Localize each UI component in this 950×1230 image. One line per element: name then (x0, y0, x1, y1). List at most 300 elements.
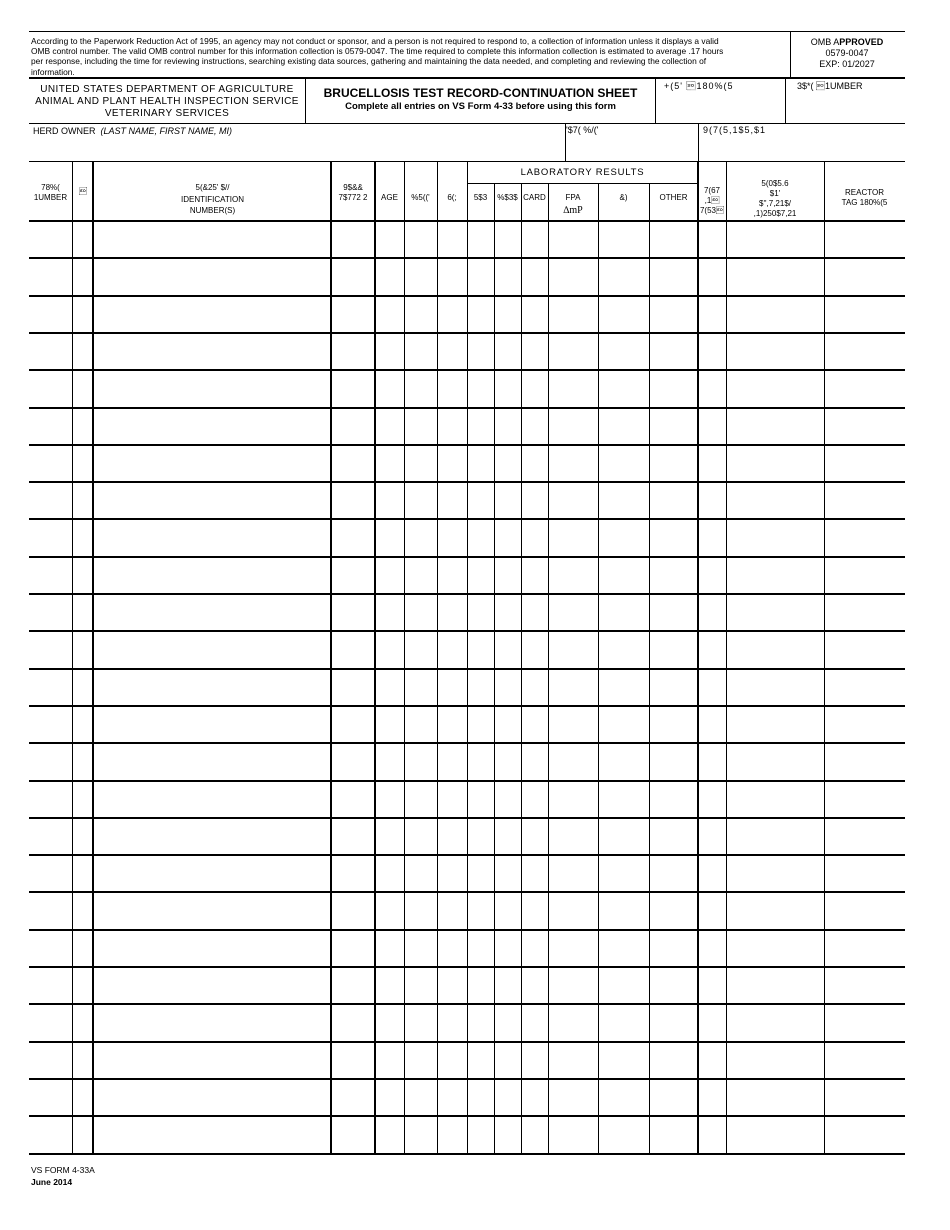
table-cell-record-id[interactable] (94, 334, 330, 368)
table-cell-remarks[interactable] (727, 520, 823, 555)
table-cell-bapa[interactable] (495, 670, 520, 704)
table-cell-reactor-tag[interactable] (825, 782, 904, 816)
table-cell-bapa[interactable] (495, 968, 520, 1002)
table-cell-reactor-tag[interactable] (825, 1043, 904, 1077)
table-cell-card[interactable] (522, 1080, 547, 1114)
table-cell-check[interactable] (73, 520, 92, 555)
table-cell-record-id[interactable] (94, 856, 330, 890)
table-cell-sex[interactable] (438, 1005, 466, 1040)
table-cell-breed[interactable] (405, 931, 436, 965)
table-cell-sex[interactable] (438, 819, 466, 853)
table-cell-age[interactable] (376, 931, 403, 965)
table-cell-fpa[interactable] (549, 968, 597, 1002)
table-cell-cf[interactable] (599, 670, 648, 704)
table-cell-tube-number[interactable] (30, 1117, 71, 1152)
table-cell-record-id[interactable] (94, 632, 330, 667)
table-cell-reactor-tag[interactable] (825, 409, 904, 443)
table-cell-age[interactable] (376, 856, 403, 890)
table-cell-remarks[interactable] (727, 1080, 823, 1114)
table-cell-reactor-tag[interactable] (825, 1117, 904, 1152)
table-cell-fpa[interactable] (549, 334, 597, 368)
table-cell-other[interactable] (650, 707, 697, 741)
table-cell-other[interactable] (650, 1043, 697, 1077)
table-cell-rap[interactable] (468, 334, 493, 368)
table-cell-rap[interactable] (468, 1080, 493, 1114)
table-cell-fpa[interactable] (549, 856, 597, 890)
table-cell-bapa[interactable] (495, 1043, 520, 1077)
table-cell-other[interactable] (650, 1005, 697, 1040)
table-cell-remarks[interactable] (727, 334, 823, 368)
table-cell-bapa[interactable] (495, 893, 520, 928)
table-cell-fpa[interactable] (549, 1005, 597, 1040)
table-cell-age[interactable] (376, 371, 403, 406)
table-cell-record-id[interactable] (94, 409, 330, 443)
table-cell-check[interactable] (73, 819, 92, 853)
table-cell-rap[interactable] (468, 259, 493, 294)
table-cell-vacc-status[interactable] (332, 1005, 374, 1040)
table-cell-other[interactable] (650, 222, 697, 256)
table-cell-age[interactable] (376, 1117, 403, 1152)
table-cell-vacc-status[interactable] (332, 1043, 374, 1077)
table-cell-remarks[interactable] (727, 1005, 823, 1040)
table-cell-bapa[interactable] (495, 520, 520, 555)
table-cell-check[interactable] (73, 259, 92, 294)
table-cell-test-interp[interactable] (699, 334, 725, 368)
table-cell-fpa[interactable] (549, 707, 597, 741)
table-cell-age[interactable] (376, 297, 403, 331)
table-cell-record-id[interactable] (94, 595, 330, 629)
table-cell-check[interactable] (73, 782, 92, 816)
table-cell-card[interactable] (522, 483, 547, 517)
table-cell-record-id[interactable] (94, 670, 330, 704)
table-cell-fpa[interactable] (549, 446, 597, 480)
table-cell-bapa[interactable] (495, 1117, 520, 1152)
table-cell-other[interactable] (650, 259, 697, 294)
table-cell-record-id[interactable] (94, 1080, 330, 1114)
table-cell-breed[interactable] (405, 1043, 436, 1077)
table-cell-other[interactable] (650, 968, 697, 1002)
table-cell-rap[interactable] (468, 707, 493, 741)
table-cell-rap[interactable] (468, 1005, 493, 1040)
table-cell-rap[interactable] (468, 782, 493, 816)
table-cell-breed[interactable] (405, 595, 436, 629)
table-cell-check[interactable] (73, 856, 92, 890)
table-cell-cf[interactable] (599, 371, 648, 406)
herd-number-field[interactable] (656, 93, 785, 122)
table-cell-reactor-tag[interactable] (825, 632, 904, 667)
table-cell-cf[interactable] (599, 446, 648, 480)
table-cell-reactor-tag[interactable] (825, 334, 904, 368)
table-cell-reactor-tag[interactable] (825, 856, 904, 890)
table-cell-reactor-tag[interactable] (825, 520, 904, 555)
table-cell-other[interactable] (650, 409, 697, 443)
table-cell-card[interactable] (522, 819, 547, 853)
table-cell-reactor-tag[interactable] (825, 483, 904, 517)
table-cell-record-id[interactable] (94, 819, 330, 853)
table-cell-record-id[interactable] (94, 782, 330, 816)
table-cell-bapa[interactable] (495, 856, 520, 890)
table-cell-test-interp[interactable] (699, 632, 725, 667)
table-cell-rap[interactable] (468, 446, 493, 480)
table-cell-card[interactable] (522, 1117, 547, 1152)
table-cell-record-id[interactable] (94, 1117, 330, 1152)
table-cell-card[interactable] (522, 968, 547, 1002)
table-cell-reactor-tag[interactable] (825, 931, 904, 965)
table-cell-record-id[interactable] (94, 968, 330, 1002)
table-cell-other[interactable] (650, 371, 697, 406)
table-cell-other[interactable] (650, 483, 697, 517)
table-cell-age[interactable] (376, 632, 403, 667)
table-cell-remarks[interactable] (727, 632, 823, 667)
table-cell-sex[interactable] (438, 409, 466, 443)
table-cell-test-interp[interactable] (699, 1005, 725, 1040)
table-cell-tube-number[interactable] (30, 707, 71, 741)
table-cell-vacc-status[interactable] (332, 1080, 374, 1114)
table-cell-vacc-status[interactable] (332, 222, 374, 256)
table-cell-other[interactable] (650, 632, 697, 667)
table-cell-rap[interactable] (468, 595, 493, 629)
table-cell-age[interactable] (376, 968, 403, 1002)
table-cell-card[interactable] (522, 446, 547, 480)
table-cell-remarks[interactable] (727, 1043, 823, 1077)
table-cell-vacc-status[interactable] (332, 558, 374, 592)
table-cell-rap[interactable] (468, 744, 493, 779)
table-cell-breed[interactable] (405, 334, 436, 368)
table-cell-vacc-status[interactable] (332, 259, 374, 294)
table-cell-sex[interactable] (438, 483, 466, 517)
table-cell-breed[interactable] (405, 1080, 436, 1114)
table-cell-age[interactable] (376, 334, 403, 368)
table-cell-check[interactable] (73, 409, 92, 443)
table-cell-other[interactable] (650, 819, 697, 853)
table-cell-record-id[interactable] (94, 222, 330, 256)
table-cell-other[interactable] (650, 520, 697, 555)
table-cell-age[interactable] (376, 1005, 403, 1040)
table-cell-sex[interactable] (438, 259, 466, 294)
table-cell-card[interactable] (522, 1005, 547, 1040)
table-cell-record-id[interactable] (94, 1043, 330, 1077)
table-cell-sex[interactable] (438, 968, 466, 1002)
table-cell-cf[interactable] (599, 968, 648, 1002)
table-cell-other[interactable] (650, 334, 697, 368)
table-cell-other[interactable] (650, 931, 697, 965)
table-cell-vacc-status[interactable] (332, 371, 374, 406)
table-cell-cf[interactable] (599, 893, 648, 928)
table-cell-tube-number[interactable] (30, 595, 71, 629)
table-cell-sex[interactable] (438, 297, 466, 331)
table-cell-rap[interactable] (468, 222, 493, 256)
table-cell-rap[interactable] (468, 558, 493, 592)
table-cell-remarks[interactable] (727, 371, 823, 406)
table-cell-other[interactable] (650, 893, 697, 928)
table-cell-breed[interactable] (405, 520, 436, 555)
table-cell-breed[interactable] (405, 371, 436, 406)
table-cell-age[interactable] (376, 819, 403, 853)
table-cell-sex[interactable] (438, 782, 466, 816)
table-cell-card[interactable] (522, 222, 547, 256)
table-cell-test-interp[interactable] (699, 520, 725, 555)
table-cell-check[interactable] (73, 334, 92, 368)
table-cell-check[interactable] (73, 483, 92, 517)
table-cell-check[interactable] (73, 632, 92, 667)
table-cell-tube-number[interactable] (30, 520, 71, 555)
table-cell-check[interactable] (73, 222, 92, 256)
table-cell-card[interactable] (522, 1043, 547, 1077)
table-cell-sex[interactable] (438, 334, 466, 368)
table-cell-sex[interactable] (438, 670, 466, 704)
table-cell-record-id[interactable] (94, 1005, 330, 1040)
table-cell-sex[interactable] (438, 446, 466, 480)
table-cell-reactor-tag[interactable] (825, 819, 904, 853)
table-cell-fpa[interactable] (549, 259, 597, 294)
table-cell-cf[interactable] (599, 520, 648, 555)
table-cell-breed[interactable] (405, 968, 436, 1002)
table-cell-fpa[interactable] (549, 632, 597, 667)
table-cell-tube-number[interactable] (30, 968, 71, 1002)
table-cell-reactor-tag[interactable] (825, 670, 904, 704)
table-cell-breed[interactable] (405, 744, 436, 779)
table-cell-tube-number[interactable] (30, 1080, 71, 1114)
table-cell-tube-number[interactable] (30, 297, 71, 331)
table-cell-remarks[interactable] (727, 670, 823, 704)
table-cell-cf[interactable] (599, 1005, 648, 1040)
table-cell-cf[interactable] (599, 819, 648, 853)
table-cell-age[interactable] (376, 893, 403, 928)
table-cell-vacc-status[interactable] (332, 632, 374, 667)
table-cell-tube-number[interactable] (30, 222, 71, 256)
date-field[interactable] (566, 137, 697, 160)
table-cell-card[interactable] (522, 334, 547, 368)
table-cell-tube-number[interactable] (30, 1043, 71, 1077)
table-cell-other[interactable] (650, 595, 697, 629)
table-cell-age[interactable] (376, 1080, 403, 1114)
table-cell-breed[interactable] (405, 782, 436, 816)
table-cell-remarks[interactable] (727, 744, 823, 779)
table-cell-fpa[interactable] (549, 893, 597, 928)
table-cell-breed[interactable] (405, 893, 436, 928)
table-cell-bapa[interactable] (495, 744, 520, 779)
table-cell-vacc-status[interactable] (332, 856, 374, 890)
table-cell-check[interactable] (73, 744, 92, 779)
table-cell-check[interactable] (73, 670, 92, 704)
table-cell-vacc-status[interactable] (332, 520, 374, 555)
table-cell-check[interactable] (73, 931, 92, 965)
table-cell-test-interp[interactable] (699, 446, 725, 480)
table-cell-card[interactable] (522, 558, 547, 592)
table-cell-check[interactable] (73, 893, 92, 928)
table-cell-cf[interactable] (599, 334, 648, 368)
table-cell-breed[interactable] (405, 1117, 436, 1152)
table-cell-fpa[interactable] (549, 595, 597, 629)
table-cell-card[interactable] (522, 931, 547, 965)
table-cell-check[interactable] (73, 446, 92, 480)
table-cell-other[interactable] (650, 558, 697, 592)
table-cell-check[interactable] (73, 1005, 92, 1040)
table-cell-test-interp[interactable] (699, 856, 725, 890)
table-cell-bapa[interactable] (495, 595, 520, 629)
table-cell-reactor-tag[interactable] (825, 558, 904, 592)
table-cell-cf[interactable] (599, 744, 648, 779)
table-cell-breed[interactable] (405, 1005, 436, 1040)
table-cell-age[interactable] (376, 558, 403, 592)
table-cell-rap[interactable] (468, 1043, 493, 1077)
table-cell-record-id[interactable] (94, 297, 330, 331)
table-cell-test-interp[interactable] (699, 222, 725, 256)
table-cell-sex[interactable] (438, 1080, 466, 1114)
table-cell-tube-number[interactable] (30, 259, 71, 294)
table-cell-tube-number[interactable] (30, 931, 71, 965)
table-cell-record-id[interactable] (94, 558, 330, 592)
table-cell-sex[interactable] (438, 744, 466, 779)
table-cell-rap[interactable] (468, 297, 493, 331)
table-cell-card[interactable] (522, 595, 547, 629)
table-cell-cf[interactable] (599, 1043, 648, 1077)
table-cell-test-interp[interactable] (699, 968, 725, 1002)
table-cell-record-id[interactable] (94, 744, 330, 779)
table-cell-age[interactable] (376, 446, 403, 480)
table-cell-breed[interactable] (405, 707, 436, 741)
table-cell-sex[interactable] (438, 595, 466, 629)
table-cell-sex[interactable] (438, 222, 466, 256)
table-cell-other[interactable] (650, 782, 697, 816)
table-cell-card[interactable] (522, 782, 547, 816)
table-cell-reactor-tag[interactable] (825, 446, 904, 480)
table-cell-bapa[interactable] (495, 446, 520, 480)
table-cell-reactor-tag[interactable] (825, 893, 904, 928)
table-cell-tube-number[interactable] (30, 483, 71, 517)
table-cell-card[interactable] (522, 297, 547, 331)
table-cell-tube-number[interactable] (30, 558, 71, 592)
table-cell-card[interactable] (522, 409, 547, 443)
table-cell-fpa[interactable] (549, 744, 597, 779)
table-cell-test-interp[interactable] (699, 595, 725, 629)
table-cell-age[interactable] (376, 409, 403, 443)
table-cell-sex[interactable] (438, 931, 466, 965)
table-cell-remarks[interactable] (727, 856, 823, 890)
table-cell-reactor-tag[interactable] (825, 259, 904, 294)
table-cell-vacc-status[interactable] (332, 446, 374, 480)
table-cell-bapa[interactable] (495, 371, 520, 406)
table-cell-age[interactable] (376, 1043, 403, 1077)
table-cell-fpa[interactable] (549, 483, 597, 517)
table-cell-sex[interactable] (438, 558, 466, 592)
table-cell-bapa[interactable] (495, 483, 520, 517)
table-cell-age[interactable] (376, 782, 403, 816)
table-cell-check[interactable] (73, 371, 92, 406)
table-cell-card[interactable] (522, 893, 547, 928)
table-cell-bapa[interactable] (495, 222, 520, 256)
table-cell-other[interactable] (650, 1117, 697, 1152)
table-cell-fpa[interactable] (549, 409, 597, 443)
table-cell-fpa[interactable] (549, 371, 597, 406)
table-cell-bapa[interactable] (495, 259, 520, 294)
table-cell-vacc-status[interactable] (332, 409, 374, 443)
table-cell-cf[interactable] (599, 297, 648, 331)
table-cell-vacc-status[interactable] (332, 595, 374, 629)
table-cell-remarks[interactable] (727, 893, 823, 928)
table-cell-check[interactable] (73, 1117, 92, 1152)
table-cell-age[interactable] (376, 520, 403, 555)
table-cell-tube-number[interactable] (30, 893, 71, 928)
table-cell-test-interp[interactable] (699, 259, 725, 294)
table-cell-rap[interactable] (468, 632, 493, 667)
table-cell-remarks[interactable] (727, 819, 823, 853)
table-cell-tube-number[interactable] (30, 409, 71, 443)
table-cell-sex[interactable] (438, 1117, 466, 1152)
table-cell-breed[interactable] (405, 297, 436, 331)
table-cell-bapa[interactable] (495, 297, 520, 331)
table-cell-tube-number[interactable] (30, 782, 71, 816)
table-cell-other[interactable] (650, 744, 697, 779)
table-cell-rap[interactable] (468, 856, 493, 890)
table-cell-cf[interactable] (599, 856, 648, 890)
table-cell-test-interp[interactable] (699, 409, 725, 443)
table-cell-check[interactable] (73, 1043, 92, 1077)
table-cell-sex[interactable] (438, 856, 466, 890)
table-cell-rap[interactable] (468, 968, 493, 1002)
table-cell-tube-number[interactable] (30, 371, 71, 406)
table-cell-cf[interactable] (599, 1117, 648, 1152)
table-cell-cf[interactable] (599, 1080, 648, 1114)
table-cell-check[interactable] (73, 297, 92, 331)
table-cell-test-interp[interactable] (699, 707, 725, 741)
table-cell-breed[interactable] (405, 670, 436, 704)
table-cell-age[interactable] (376, 744, 403, 779)
table-cell-check[interactable] (73, 968, 92, 1002)
table-cell-tube-number[interactable] (30, 446, 71, 480)
table-cell-breed[interactable] (405, 558, 436, 592)
table-cell-other[interactable] (650, 670, 697, 704)
table-cell-fpa[interactable] (549, 558, 597, 592)
table-cell-fpa[interactable] (549, 1080, 597, 1114)
table-cell-vacc-status[interactable] (332, 931, 374, 965)
table-cell-fpa[interactable] (549, 670, 597, 704)
table-cell-breed[interactable] (405, 856, 436, 890)
table-cell-reactor-tag[interactable] (825, 371, 904, 406)
table-cell-cf[interactable] (599, 707, 648, 741)
table-cell-remarks[interactable] (727, 595, 823, 629)
table-cell-test-interp[interactable] (699, 1117, 725, 1152)
table-cell-record-id[interactable] (94, 446, 330, 480)
table-cell-test-interp[interactable] (699, 1043, 725, 1077)
table-cell-remarks[interactable] (727, 409, 823, 443)
table-cell-reactor-tag[interactable] (825, 744, 904, 779)
table-cell-cf[interactable] (599, 595, 648, 629)
table-cell-other[interactable] (650, 297, 697, 331)
table-cell-vacc-status[interactable] (332, 819, 374, 853)
table-cell-bapa[interactable] (495, 819, 520, 853)
table-cell-tube-number[interactable] (30, 334, 71, 368)
table-cell-rap[interactable] (468, 371, 493, 406)
table-cell-rap[interactable] (468, 819, 493, 853)
table-cell-vacc-status[interactable] (332, 744, 374, 779)
table-cell-check[interactable] (73, 707, 92, 741)
table-cell-cf[interactable] (599, 931, 648, 965)
table-cell-test-interp[interactable] (699, 1080, 725, 1114)
table-cell-vacc-status[interactable] (332, 297, 374, 331)
table-cell-remarks[interactable] (727, 297, 823, 331)
table-cell-fpa[interactable] (549, 222, 597, 256)
table-cell-remarks[interactable] (727, 446, 823, 480)
table-cell-card[interactable] (522, 744, 547, 779)
table-cell-cf[interactable] (599, 782, 648, 816)
table-cell-record-id[interactable] (94, 259, 330, 294)
table-cell-other[interactable] (650, 1080, 697, 1114)
table-cell-record-id[interactable] (94, 931, 330, 965)
table-cell-bapa[interactable] (495, 632, 520, 667)
table-cell-remarks[interactable] (727, 259, 823, 294)
table-cell-rap[interactable] (468, 670, 493, 704)
